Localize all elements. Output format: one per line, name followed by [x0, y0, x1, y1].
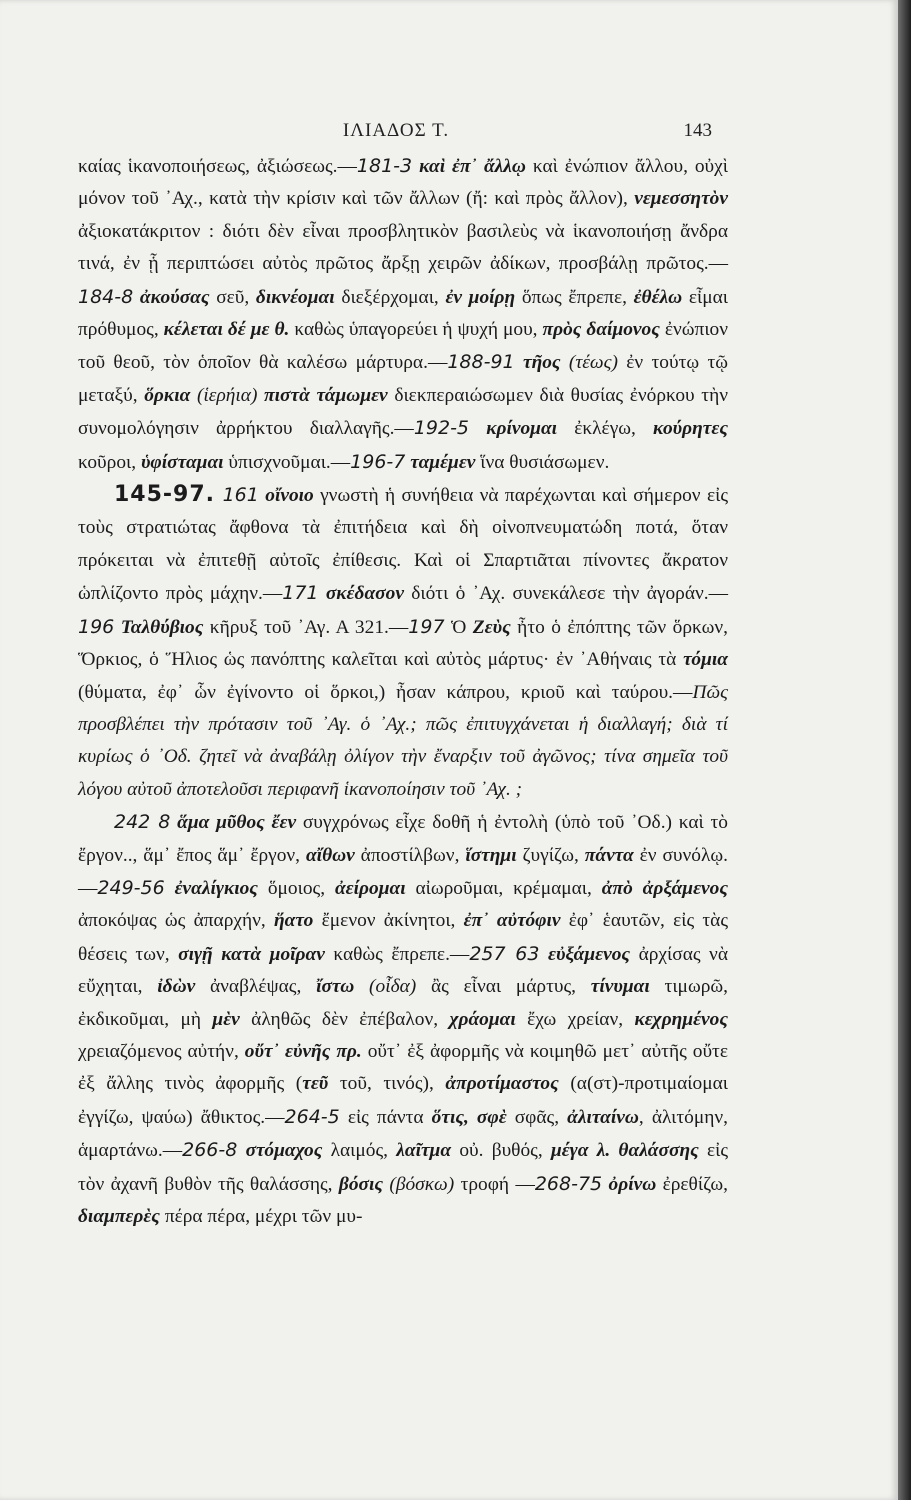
line-ref: 197: [408, 615, 445, 638]
text-run: πέρα πέρα, μέχρι τῶν μυ-: [159, 1206, 363, 1227]
lemma: τόμια: [683, 649, 728, 671]
text-run: ἀληθῶς δὲν ἐπέβαλον,: [239, 1008, 450, 1030]
lemma: ὅτις, σφὲ: [431, 1106, 507, 1128]
paragraph-3: [78, 806, 728, 1233]
lemma: νεμεσσητὸν: [634, 188, 728, 210]
line-ref: 249-56: [97, 876, 165, 899]
lemma: Ζεὺς: [472, 616, 511, 638]
lemma: ἀπὸ ἀρξάμενος: [601, 877, 728, 899]
text-run: ἀξιοκατάκριτον : διότι δὲν εἶναι προσβλητικὸν βασιλεὺς νὰ ἱκανοποιήσῃ ἄνδρα τινά, ἐν ᾗ περιπτώσει αὐτὸς πρῶτος ἄρξῃ χειρῶν ἀδίκων, προσβάλῃ πρῶτος.—: [78, 220, 728, 275]
lemma: ὀρίνω: [608, 1173, 657, 1195]
text-run: ἵνα θυσιάσωμεν.: [475, 451, 610, 473]
text-run: κῆρυξ τοῦ ᾿Αγ. Α 321.—: [203, 616, 409, 638]
gloss: (βόσκω): [383, 1173, 455, 1195]
text-run: ἐνώπιον τοῦ θεοῦ, τὸν ὁποῖον θὰ καλέσω μάρτυρα.—: [78, 319, 728, 374]
lemma: κρίνομαι: [486, 418, 558, 440]
line-ref: 257 63: [469, 942, 540, 965]
lemma: ἐναλίγκιος: [174, 877, 258, 899]
text-run: οὔτ᾿ ἐξ ἀφορμῆς νὰ κοιμηθῶ μετ᾿ αὐτῆς οὔτε ἐξ ἄλλης τινὸς ἀφορμῆς (: [78, 1040, 728, 1095]
lemma: δικνέομαι: [255, 286, 335, 308]
text-run: Ὁ: [444, 616, 473, 638]
commentary-text: [78, 150, 728, 1233]
text-run: ἔχω χρείαν,: [515, 1008, 635, 1030]
text-run: ἀναβλέψας,: [195, 976, 317, 998]
lemma: ἀπροτίμαστος: [445, 1073, 559, 1095]
lemma: λαῖτμα: [396, 1140, 452, 1162]
lemma: ἐθέλω: [633, 286, 683, 308]
lemma: ἀλιταίνω: [567, 1106, 639, 1128]
lemma: οὔτ᾿ εὐνῆς πρ.: [244, 1040, 362, 1062]
line-ref: 266-8: [182, 1139, 238, 1162]
section-range: 145-97.: [114, 482, 216, 508]
text-run: τροφή —: [454, 1173, 535, 1195]
text-run: ὑπισχνοῦμαι.—: [223, 451, 351, 473]
text-run: ἔμενον ἀκίνητοι,: [313, 910, 464, 932]
text-run: συγχρόνως εἶχε δοθῆ ἡ ἐντολὴ (ὑπὸ τοῦ ᾿Οδ.) καὶ τὸ ἔργον.., ἅμ᾿ ἔπος ἅμ᾿ ἔργον,: [78, 812, 728, 866]
lemma: ὑφίσταμαι: [140, 451, 224, 473]
text-run: , ἀλιτόμην, ἁμαρτάνω.—: [78, 1106, 729, 1162]
lemma: κούρητες: [653, 418, 728, 440]
text-run: γνωστὴ ἡ συνήθεια νὰ παρέχωνται καὶ σήμερον εἰς τοὺς στρατιώτας ἄφθονα τὰ ἐπιτήδεια καὶ δὴ οἰνοπνευματώδη ποτά, ὅταν πρόκειται νὰ ἐπιτεθῇ αὐτοῖς ἐπίθεσις. Καὶ οἱ Σπαρτιᾶται πίνοντες ἄκρατον ὡπλίζοντο πρὸς μάχην.—: [78, 485, 728, 605]
text-run: σεῦ,: [209, 286, 256, 308]
lemma: τῆος: [522, 352, 561, 374]
text-run: χρειαζόμενος αὐτήν,: [78, 1040, 245, 1062]
lemma: σιγῇ κατὰ μοῖραν: [178, 943, 325, 965]
lemma: τίνυμαι: [590, 976, 650, 998]
gloss: (οἶδα): [354, 976, 417, 998]
line-ref: 181-3: [356, 155, 413, 177]
lemma: κεχρημένος: [634, 1008, 729, 1030]
gloss: (ἱερήια): [190, 384, 265, 406]
running-title: ΙΛΙΑΔΟΣ Τ.: [342, 120, 450, 141]
text-run: καθὼς ὑπαγορεύει ἡ ψυχή μου,: [289, 319, 543, 341]
text-run: ὅπως ἔπρεπε,: [515, 286, 634, 308]
text-run: καθὼς ἔπρεπε.—: [324, 943, 470, 965]
lemma: χράομαι: [449, 1008, 516, 1030]
lemma: πρὸς δαίμονος: [542, 319, 660, 341]
text-run: διεξέρχομαι,: [334, 286, 446, 308]
text-run: διεκπεραιώσωμεν διὰ θυσίας ἐνόρκου τὴν συνομολόγησιν ἀρρήκτου διαλλαγῆς.—: [78, 384, 728, 440]
lemma: ἰδὼν: [157, 976, 196, 998]
text-run: οὐ. βυθός,: [451, 1140, 551, 1162]
text-run: εἰς πάντα: [339, 1106, 432, 1128]
lemma: διαμπερὲς: [78, 1206, 160, 1227]
line-ref: 268-75: [534, 1172, 603, 1195]
study-questions: Πῶς προσβλέπει τὴν πρότασιν τοῦ ᾿Αγ. ὁ ᾿Αχ.; πῶς ἐπιτυγχάνεται ἡ διαλλαγή; διὰ τί κυρίως ὁ ᾿Οδ. ζητεῖ νὰ ἀναβάλῃ ὀλίγον τὴν ἔναρξιν τοῦ ἀγῶνος; τίνα σημεῖα τοῦ λόγου αὐτοῦ ἀποτελοῦσι περιφανῆ ἱκανοποίησιν τοῦ ᾿Αχ. ;: [78, 681, 728, 800]
text-run: τοῦ, τινός),: [328, 1073, 446, 1095]
line-ref: 264-5: [284, 1105, 340, 1128]
gloss: (τέως): [560, 352, 618, 374]
text-run: καίας ἱκανοποιήσεως, ἀξιώσεως.—: [78, 156, 357, 177]
paragraph-1: [78, 150, 728, 479]
text-run: αἰωροῦμαι, κρέμαμαι,: [405, 877, 602, 899]
text-run: καὶ ἐνώπιον ἄλλου, οὐχὶ μόνον τοῦ ᾿Αχ., κατὰ τὴν κρίσιν καὶ τῶν ἄλλων (ἤ: καὶ πρὸς ἄλλον),: [78, 156, 728, 210]
lemma: ἀείρομαι: [334, 877, 406, 899]
line-ref: 171: [282, 582, 319, 605]
page-number: 143: [683, 120, 712, 141]
text-run: (α(στ)-προτιμαίομαι ἐγγίζω, ψαύω) ἄθικτος.—: [78, 1073, 728, 1128]
lemma: καὶ ἐπ᾿ ἄλλῳ: [419, 156, 526, 177]
lemma: ἐν μοίρῃ: [445, 286, 516, 308]
lemma: τεῦ: [302, 1073, 329, 1095]
lemma: σκέδασον: [325, 583, 404, 605]
text-run: ὅμοιος,: [257, 877, 335, 899]
lemma: εὐξάμενος: [547, 943, 631, 965]
lemma: πιστὰ τάμωμεν: [264, 384, 388, 406]
line-ref: 196-7: [350, 450, 406, 473]
text-run: ἀρχίσας νὰ εὔχηται,: [78, 943, 728, 998]
text-run: ἂς εἶναι μάρτυς,: [416, 976, 591, 998]
lemma: ἴστω: [316, 976, 355, 998]
text-run: ἐρεθίζω,: [656, 1173, 729, 1195]
lemma: ἅμα μῦθος ἔεν: [177, 812, 297, 834]
lemma: μέγα λ. θαλάσσης: [550, 1140, 699, 1162]
text-run: λαιμός,: [322, 1140, 397, 1162]
text-run: ἀποστίλβων,: [354, 844, 466, 866]
text-run: ἀποκόψας ὡς ἀπαρχήν,: [78, 910, 274, 932]
text-run: ἐφ᾿ ἑαυτῶν, εἰς τὰς θέσεις των,: [78, 910, 728, 965]
lemma: ταμέμεν: [410, 451, 476, 473]
lemma: στόμαχος: [245, 1140, 323, 1162]
lemma: ἐπ᾿ αὐτόφιν: [463, 910, 561, 932]
line-ref: 196: [78, 615, 115, 638]
lemma: μὲν: [212, 1008, 240, 1030]
line-ref: 184-8: [78, 285, 134, 308]
lemma: βόσις: [338, 1173, 384, 1195]
lemma: αἴθων: [305, 844, 355, 866]
line-ref: 242 8: [114, 811, 171, 834]
text-run: τιμωρῶ, ἐκδικοῦμαι, μὴ: [78, 976, 728, 1030]
text-run: ἐν τούτῳ τῷ μεταξύ,: [78, 352, 729, 406]
text-run: σφᾶς,: [506, 1106, 568, 1128]
text-run: ἐκλέγω,: [557, 418, 654, 440]
text-run: διότι ὁ ᾿Αχ. συνεκάλεσε τὴν ἀγοράν.—: [403, 583, 729, 605]
lemma: Ταλθύβιος: [120, 616, 204, 638]
line-ref: 192-5: [413, 417, 470, 440]
lemma: ὅρκια: [144, 384, 191, 406]
book-edge: [898, 0, 911, 1500]
lemma: πάντα: [584, 844, 634, 866]
paragraph-2: [78, 479, 728, 806]
lemma: ἵστημι: [465, 844, 517, 866]
text-run: εἰς τὸν ἀχανῆ βυθὸν τῆς θαλάσσης,: [78, 1140, 729, 1195]
lemma: κέλεται δέ με θ.: [163, 319, 290, 341]
text-run: (θύματα, ἐφ᾿ ὧν ἐγίνοντο οἱ ὅρκοι,) ἦσαν κάπρου, κριοῦ καὶ ταύρου.—: [78, 681, 693, 703]
text-run: κοῦροι,: [78, 451, 141, 473]
line-ref: 161: [215, 484, 259, 507]
text-run: εἶμαι πρόθυμος,: [78, 286, 728, 341]
lemma: οἴνοιο: [265, 485, 314, 507]
lemma: ἥατο: [273, 910, 314, 932]
running-header: [80, 120, 712, 146]
text-run: ἐν συνόλῳ.—: [78, 844, 728, 899]
line-ref: 188-91: [447, 351, 515, 374]
lemma: ἀκούσας: [139, 286, 210, 308]
text-run: ἦτο ὁ ἐπόπτης τῶν ὅρκων, Ὅρκιος, ὁ Ἥλιος ὡς πανόπτης καλεῖται καὶ αὐτὸς μάρτυς· ἐν ᾿Αθήναις τὰ: [78, 616, 729, 671]
text-run: ζυγίζω,: [516, 844, 585, 866]
